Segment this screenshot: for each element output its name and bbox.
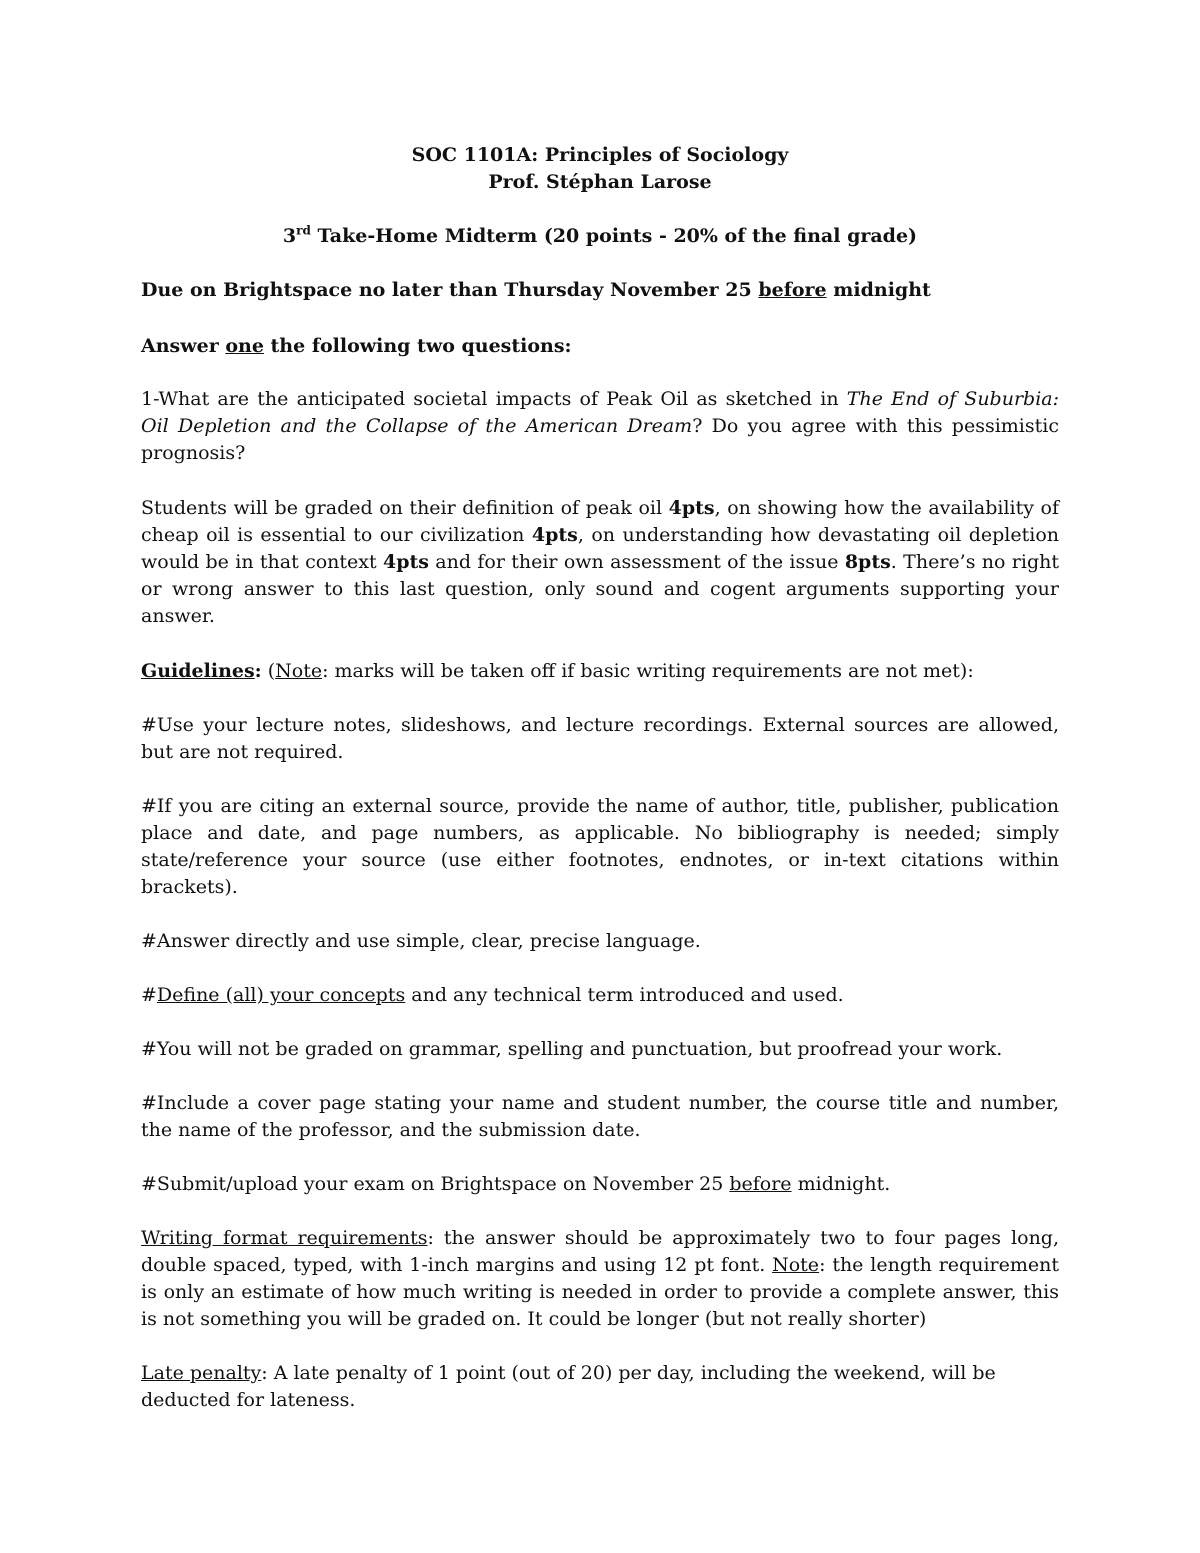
answer-instruction: Answer one the following two questions: [141, 335, 572, 357]
guideline-item: #Include a cover page stating your name and student number, the course title and number, the name of the professor, and the submission date. [141, 1092, 1059, 1141]
midterm-title: 3rd Take-Home Midterm (20 points - 20% of the final grade) [282, 223, 918, 247]
format-requirements: Writing format requirements: the answer should be approximately two to four pages long, double spaced, typed, with 1-inch margins and using 12 pt font. Note: the length requirement is only an estimate of how much writing is needed in order to provide a complete answer, this is not something you will be graded on. It could be longer (but not really shorter) [141, 1227, 1060, 1330]
due-date-line: Due on Brightspace no later than Thursday November 25 before midnight [141, 279, 931, 301]
guideline-item: #If you are citing an external source, provide the name of author, title, publisher, publication place and date, and page numbers, as applicable. No bibliography is needed; simply state/reference your source (use either footnotes, endnotes, or in-text citations within brackets). [141, 795, 1059, 898]
guideline-item: #Define (all) your concepts and any technical term introduced and used. [141, 984, 844, 1006]
guideline-item: #Use your lecture notes, slideshows, and lecture recordings. External sources are allowed, but are not required. [141, 714, 1059, 763]
guideline-item: #Submit/upload your exam on Brightspace on November 25 before midnight. [141, 1173, 891, 1195]
professor-name: Prof. Stéphan Larose [488, 171, 712, 193]
guideline-item: #You will not be graded on grammar, spelling and punctuation, but proofread your work. [141, 1038, 1003, 1060]
guideline-item: #Answer directly and use simple, clear, precise language. [141, 930, 701, 952]
question-1: 1-What are the anticipated societal impacts of Peak Oil as sketched in The End of Suburbia: Oil Depletion and the Collapse of the American Dream? Do you agree with this pessimistic prognosis? [141, 388, 1060, 464]
film-title: The End of Suburbia: Oil Depletion and the Collapse of the American Dream [141, 388, 1060, 437]
document-body [141, 142, 1059, 1414]
grading-criteria: Students will be graded on their definition of peak oil 4pts, on showing how the availability of cheap oil is essential to our civilization 4pts, on understanding how devastating oil depletion would be in that context 4pts and for their own assessment of the issue 8pts. There’s no right or wrong answer to this last question, only sound and cogent arguments supporting your answer. [141, 497, 1060, 627]
late-penalty: Late penalty: A late penalty of 1 point (out of 20) per day, including the weekend, will be deducted for lateness. [141, 1362, 996, 1411]
course-title: SOC 1101A: Principles of Sociology [411, 144, 789, 166]
document-header [141, 142, 1059, 196]
guidelines-heading: Guidelines: (Note: marks will be taken off if basic writing requirements are not met): [141, 660, 974, 682]
